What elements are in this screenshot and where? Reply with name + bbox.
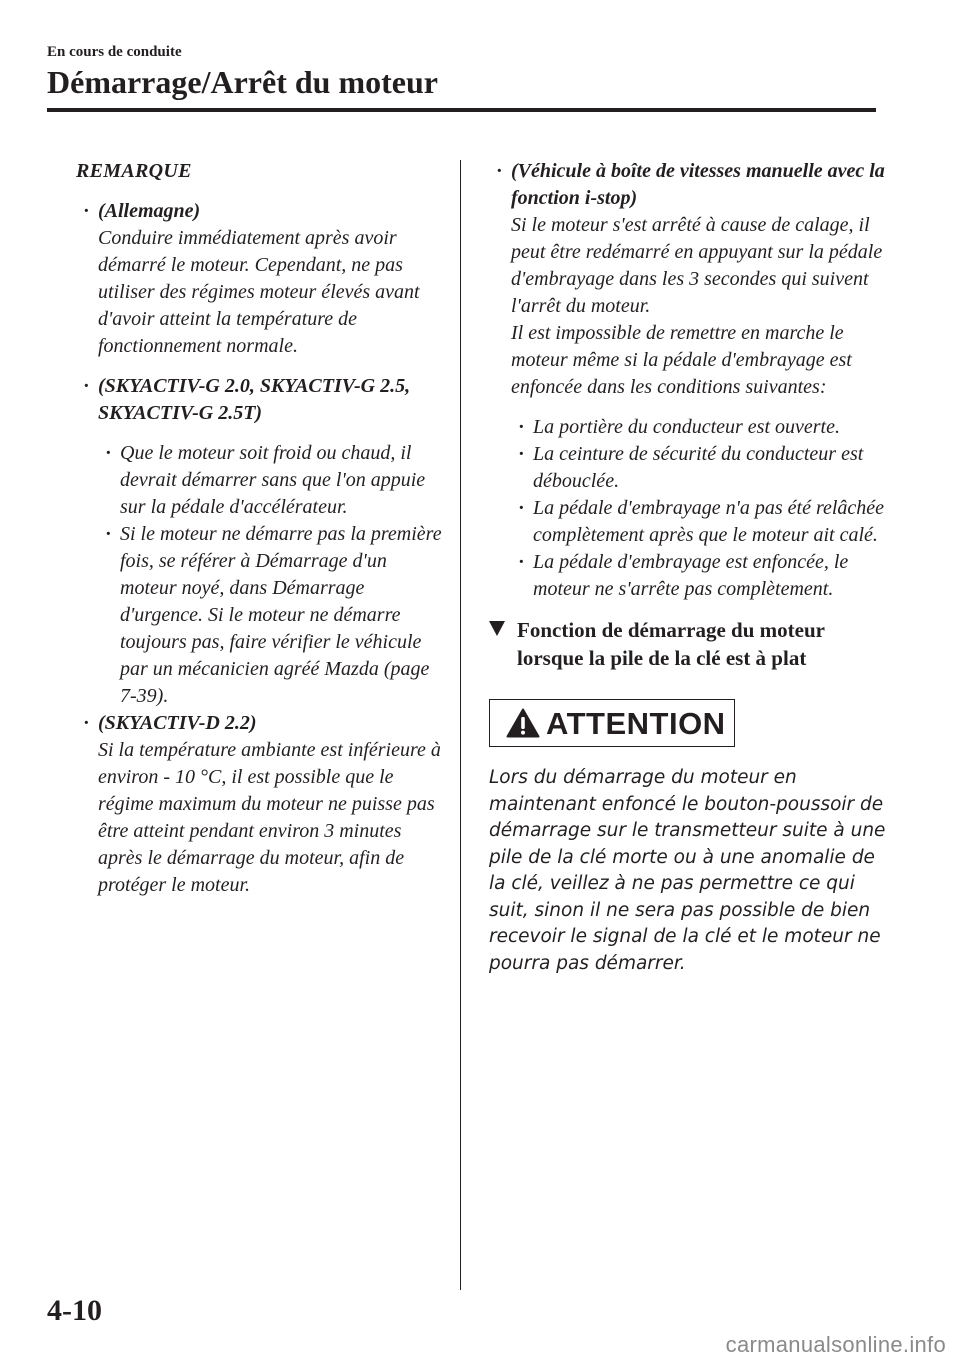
left-column: [76, 158, 448, 899]
note-title: REMARQUE: [76, 160, 192, 182]
condition-item: · La pédale d'embrayage n'a pas été relâchée complètement après que le moteur ait calé.: [511, 495, 885, 549]
section-heading-text: Fonction de démarrage du moteur lorsque la pile de la clé est à plat: [517, 618, 825, 670]
note-item-germany: [76, 198, 448, 360]
page-number: 4-10: [47, 1294, 102, 1327]
condition-item: · La pédale d'embrayage est enfoncée, le moteur ne s'arrête pas complètement.: [511, 549, 885, 603]
triangle-marker-icon: [489, 621, 505, 636]
watermark: carmanualsonline.info: [725, 1332, 946, 1357]
note-item-manual-istop: [489, 158, 885, 603]
header-rule: [47, 108, 876, 112]
page-title: Démarrage/Arrêt du moteur: [47, 64, 438, 100]
section-label: En cours de conduite: [47, 44, 182, 60]
note-item-skyactiv-g: [76, 373, 448, 710]
condition-item: · La portière du conducteur est ouverte.: [511, 414, 885, 441]
note-item-text: Si le moteur s'est arrêté à cause de calage, il peut être redémarré en appuyant sur la pédale d'embrayage dans les 3 secondes qui suivent l'arrêt du moteur.: [511, 214, 883, 317]
note-item-text: Il est impossible de remettre en marche le moteur même si la pédale d'embrayage est enfoncée dans les conditions suivantes:: [511, 322, 852, 398]
attention-label: ATTENTION: [546, 705, 726, 741]
attention-box: [489, 699, 735, 747]
note-item-text: Conduire immédiatement après avoir démarré le moteur. Cependant, ne pas utiliser des régimes moteur élevés avant d'avoir atteint la température de fonctionnement normale.: [98, 227, 420, 357]
note-item-text: Si la température ambiante est inférieure à environ - 10 °C, il est possible que le régime maximum du moteur ne puisse pas être atteint pendant environ 3 minutes après le démarrage du moteur, afin de protéger le moteur.: [98, 739, 441, 896]
attention-text: Lors du démarrage du moteur en maintenant enfoncé le bouton-poussoir de démarrage sur le transmetteur suite à une pile de la clé morte ou à une anomalie de la clé, veillez à ne pas permettre ce qui suit, sinon il ne sera pas possible de bien recevoir le signal de la clé et le moteur ne pourra pas démarrer.: [489, 767, 886, 974]
column-divider: [460, 160, 461, 1290]
note-item-heading: · (Allemagne): [98, 200, 201, 222]
warning-triangle-icon: [506, 708, 540, 738]
note-item-heading: · (Véhicule à boîte de vitesses manuelle avec la fonction i-stop): [511, 160, 885, 209]
note-subitem: · Que le moteur soit froid ou chaud, il devrait démarrer sans que l'on appuie sur la pédale d'accélérateur.: [98, 440, 448, 521]
section-heading: [489, 616, 885, 672]
condition-item: · La ceinture de sécurité du conducteur est débouclée.: [511, 441, 885, 495]
note-item-skyactiv-d: [76, 710, 448, 899]
note-item-heading: · (SKYACTIV-G 2.0, SKYACTIV-G 2.5, SKYACTIV-G 2.5T): [98, 375, 411, 424]
note-item-heading: · (SKYACTIV-D 2.2): [98, 712, 257, 734]
note-subitem: · Si le moteur ne démarre pas la première fois, se référer à Démarrage d'un moteur noyé, dans Démarrage d'urgence. Si le moteur ne démarre toujours pas, faire vérifier le véhicule par un mécanicien agréé Mazda (page 7-39).: [98, 521, 448, 710]
right-column: [489, 158, 885, 977]
